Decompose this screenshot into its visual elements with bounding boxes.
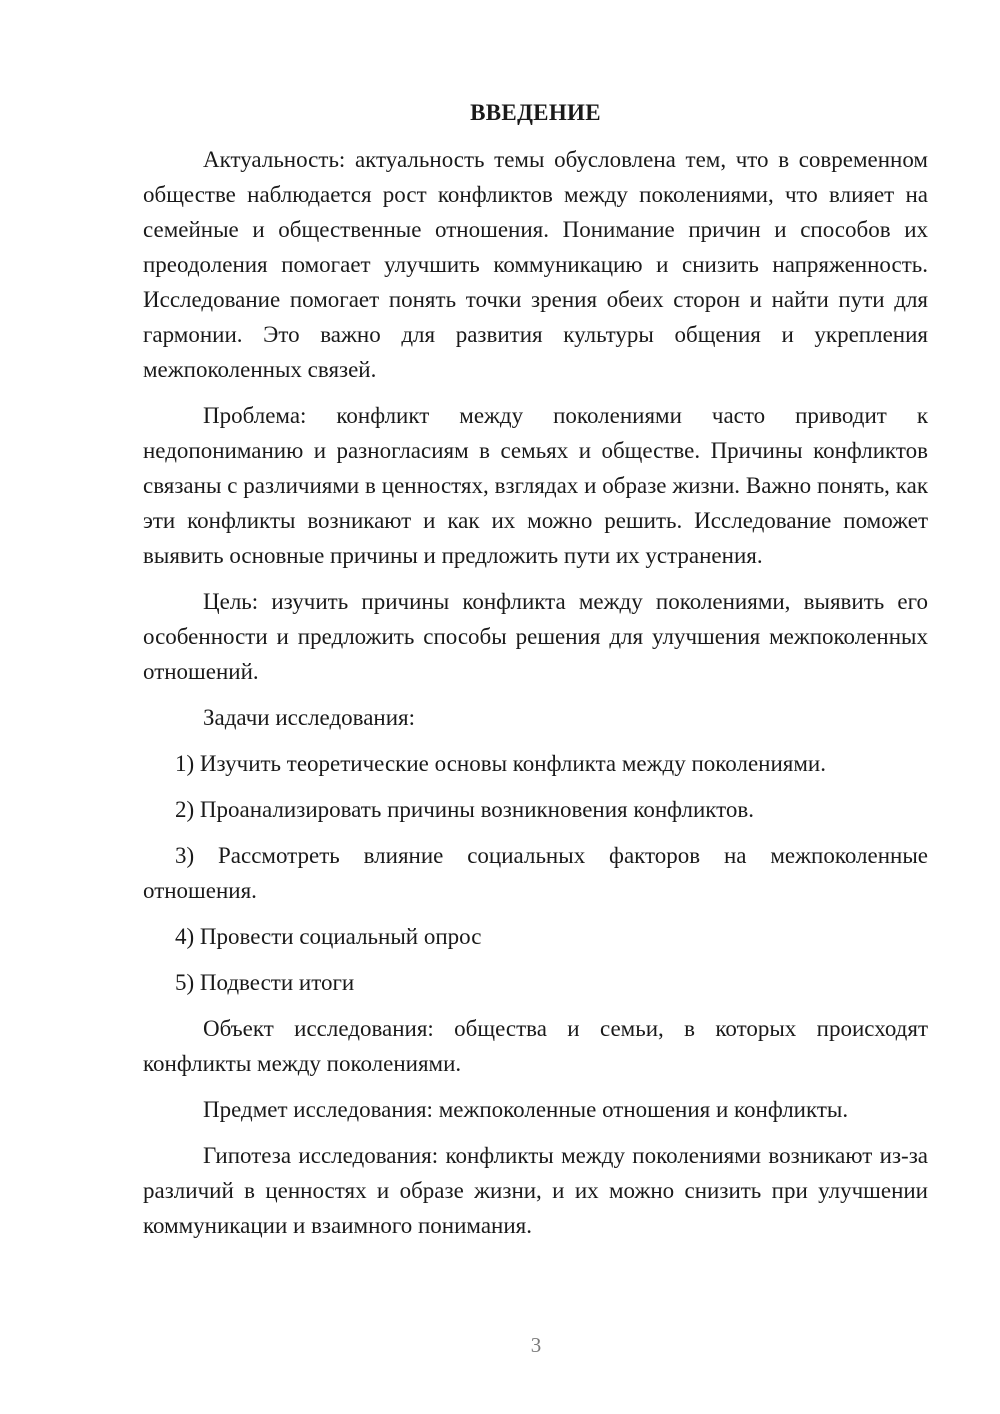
paragraph-hypothesis: Гипотеза исследования: конфликты между поколениями возникают из-за различий в ценностях и образе жизни, и их можно снизить при улучшении коммуникации и взаимного понимания. <box>143 1143 928 1238</box>
document-page <box>143 95 928 1254</box>
paragraph-problem: Проблема: конфликт между поколениями часто приводит к недопониманию и разногласиям в семьях и обществе. Причины конфликтов связаны с различиями в ценностях, взглядах и образе жизни. Важно понять, как эти конфликты возникают и как их можно решить. Исследование поможет выявить основные причины и предложить пути их устранения. <box>143 403 928 568</box>
task-item-4: 4) Провести социальный опрос <box>175 924 482 949</box>
paragraph-subject: Предмет исследования: межпоколенные отношения и конфликты. <box>203 1097 849 1122</box>
tasks-title: Задачи исследования: <box>203 705 416 730</box>
task-item-1: 1) Изучить теоретические основы конфликта между поколениями. <box>175 751 826 776</box>
page-title: ВВЕДЕНИЕ <box>470 100 601 125</box>
page-number: 3 <box>530 1333 542 1357</box>
paragraph-goal: Цель: изучить причины конфликта между поколениями, выявить его особенности и предложить способы решения для улучшения межпоколенных отношений. <box>143 589 928 684</box>
task-item-5: 5) Подвести итоги <box>175 970 355 995</box>
task-item-3: 3) Рассмотреть влияние социальных факторов на межпоколенные отношения. <box>143 843 928 903</box>
paragraph-relevance: Актуальность: актуальность темы обусловлена тем, что в современном обществе наблюдается рост конфликтов между поколениями, что влияет на семейные и общественные отношения. Понимание причин и способов их преодоления помогает улучшить коммуникацию и снизить напряженность. Исследование помогает понять точки зрения обеих сторон и найти пути для гармонии. Это важно для развития культуры общения и укрепления межпоколенных связей. <box>143 147 928 382</box>
paragraph-object: Объект исследования: общества и семьи, в которых происходят конфликты между поколениями. <box>143 1016 928 1076</box>
task-item-2: 2) Проанализировать причины возникновения конфликтов. <box>175 797 755 822</box>
